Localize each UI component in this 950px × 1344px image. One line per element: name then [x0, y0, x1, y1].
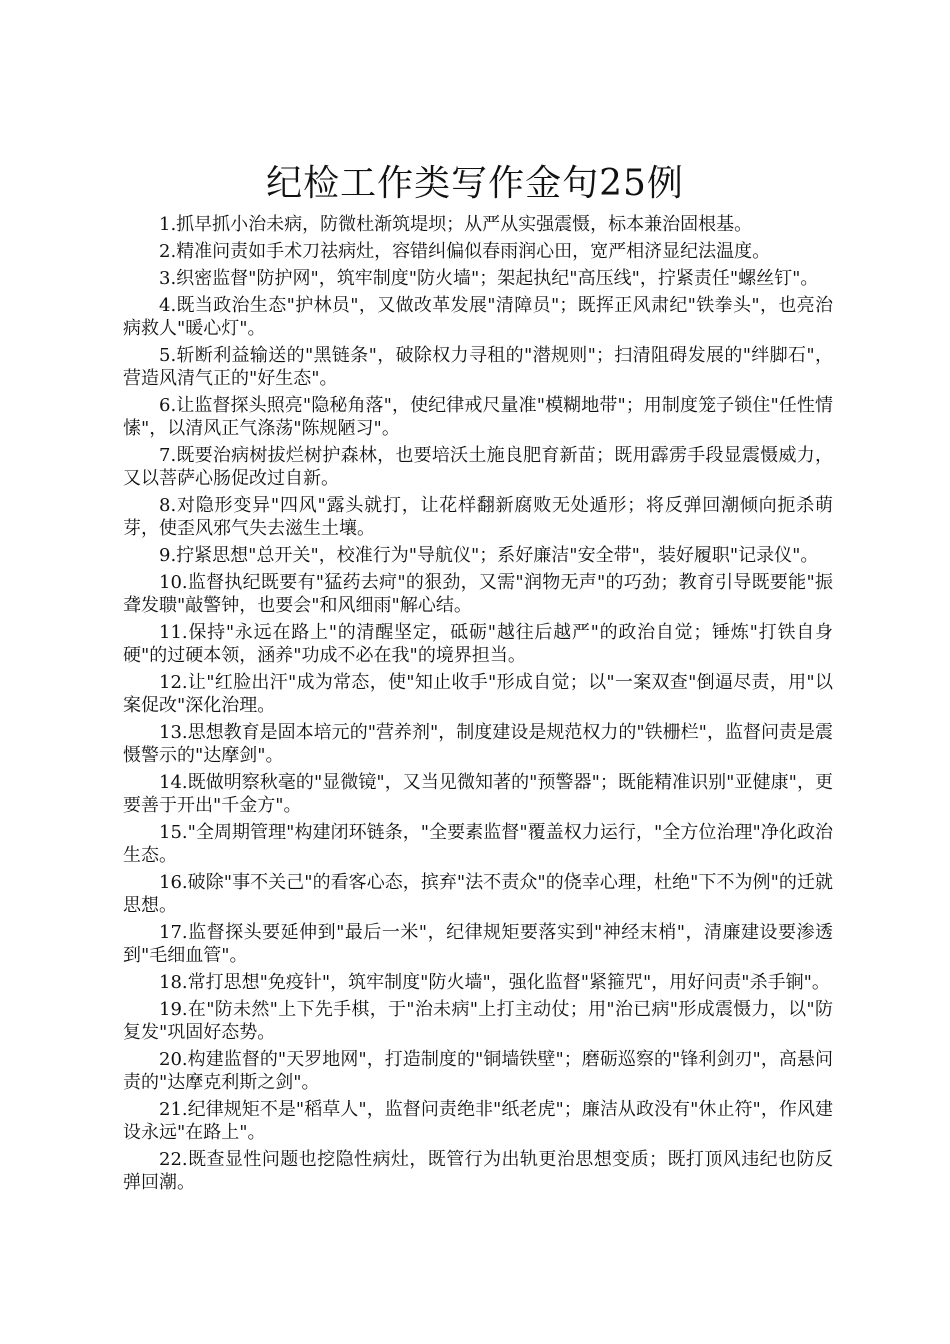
list-item: 19.在"防未然"上下先手棋，于"治未病"上打主动仗；用"治已病"形成震慑力，以"防复发"巩固好态势。 [123, 999, 833, 1043]
list-item: 11.保持"永远在路上"的清醒坚定，砥砺"越往后越严"的政治自觉；锤炼"打铁自身硬"的过硬本领，涵养"功成不必在我"的境界担当。 [123, 622, 833, 666]
list-item: 22.既查显性问题也挖隐性病灶，既管行为出轨更治思想变质；既打顶风违纪也防反弹回潮。 [123, 1149, 833, 1193]
list-item: 16.破除"事不关己"的看客心态，摈弃"法不责众"的侥幸心理，杜绝"下不为例"的迁就思想。 [123, 872, 833, 916]
list-item: 6.让监督探头照亮"隐秘角落"，使纪律戒尺量准"模糊地带"；用制度笼子锁住"任性情愫"，以清风正气涤荡"陈规陋习"。 [123, 395, 833, 439]
list-item: 10.监督执纪既要有"猛药去疴"的狠劲，又需"润物无声"的巧劲；教育引导既要能"振聋发聩"敲警钟，也要会"和风细雨"解心结。 [123, 572, 833, 616]
document-title: 纪检工作类写作金句25例 [266, 163, 684, 204]
list-item: 18.常打思想"免疫针"，筑牢制度"防火墙"，强化监督"紧箍咒"，用好问责"杀手锏"。 [159, 972, 830, 993]
list-item: 8.对隐形变异"四风"露头就打，让花样翻新腐败无处遁形；将反弹回潮倾向扼杀萌芽，使歪风邪气失去滋生土壤。 [123, 495, 833, 539]
list-item: 15."全周期管理"构建闭环链条，"全要素监督"覆盖权力运行，"全方位治理"净化政治生态。 [123, 822, 833, 866]
list-item: 1.抓早抓小治未病，防微杜渐筑堤坝；从严从实强震慑，标本兼治固根基。 [159, 214, 753, 235]
list-item: 3.织密监督"防护网"，筑牢制度"防火墙"；架起执纪"高压线"，拧紧责任"螺丝钉"。 [159, 268, 819, 289]
list-item: 4.既当政治生态"护林员"，又做改革发展"清障员"；既挥正风肃纪"铁拳头"，也亮治病救人"暖心灯"。 [123, 295, 833, 339]
list-item: 7.既要治病树拔烂树护森林，也要培沃土施良肥育新苗；既用霹雳手段显震慑威力，又以菩萨心肠促改过自新。 [123, 445, 833, 489]
list-item: 14.既做明察秋毫的"显微镜"，又当见微知著的"预警器"；既能精准识别"亚健康"，更要善于开出"千金方"。 [123, 772, 833, 816]
list-item: 5.斩断利益输送的"黑链条"，破除权力寻租的"潜规则"；扫清阻碍发展的"绊脚石"，营造风清气正的"好生态"。 [123, 345, 833, 389]
list-item: 21.纪律规矩不是"稻草人"，监督问责绝非"纸老虎"；廉洁从政没有"休止符"，作风建设永远"在路上"。 [123, 1099, 833, 1143]
list-item: 17.监督探头要延伸到"最后一米"，纪律规矩要落实到"神经末梢"，清廉建设要渗透到"毛细血管"。 [123, 922, 833, 966]
document-body [123, 213, 833, 1198]
list-item: 12.让"红脸出汗"成为常态，使"知止收手"形成自觉；以"一案双查"倒逼尽责，用"以案促改"深化治理。 [123, 672, 833, 716]
list-item: 2.精准问责如手术刀祛病灶，容错纠偏似春雨润心田，宽严相济显纪法温度。 [159, 241, 771, 262]
list-item: 13.思想教育是固本培元的"营养剂"，制度建设是规范权力的"铁栅栏"，监督问责是震慑警示的"达摩剑"。 [123, 722, 833, 766]
list-item: 20.构建监督的"天罗地网"，打造制度的"铜墙铁壁"；磨砺巡察的"锋利剑刃"，高悬问责的"达摩克利斯之剑"。 [123, 1049, 833, 1093]
list-item: 9.拧紧思想"总开关"，校准行为"导航仪"；系好廉洁"安全带"，装好履职"记录仪"。 [159, 545, 819, 566]
